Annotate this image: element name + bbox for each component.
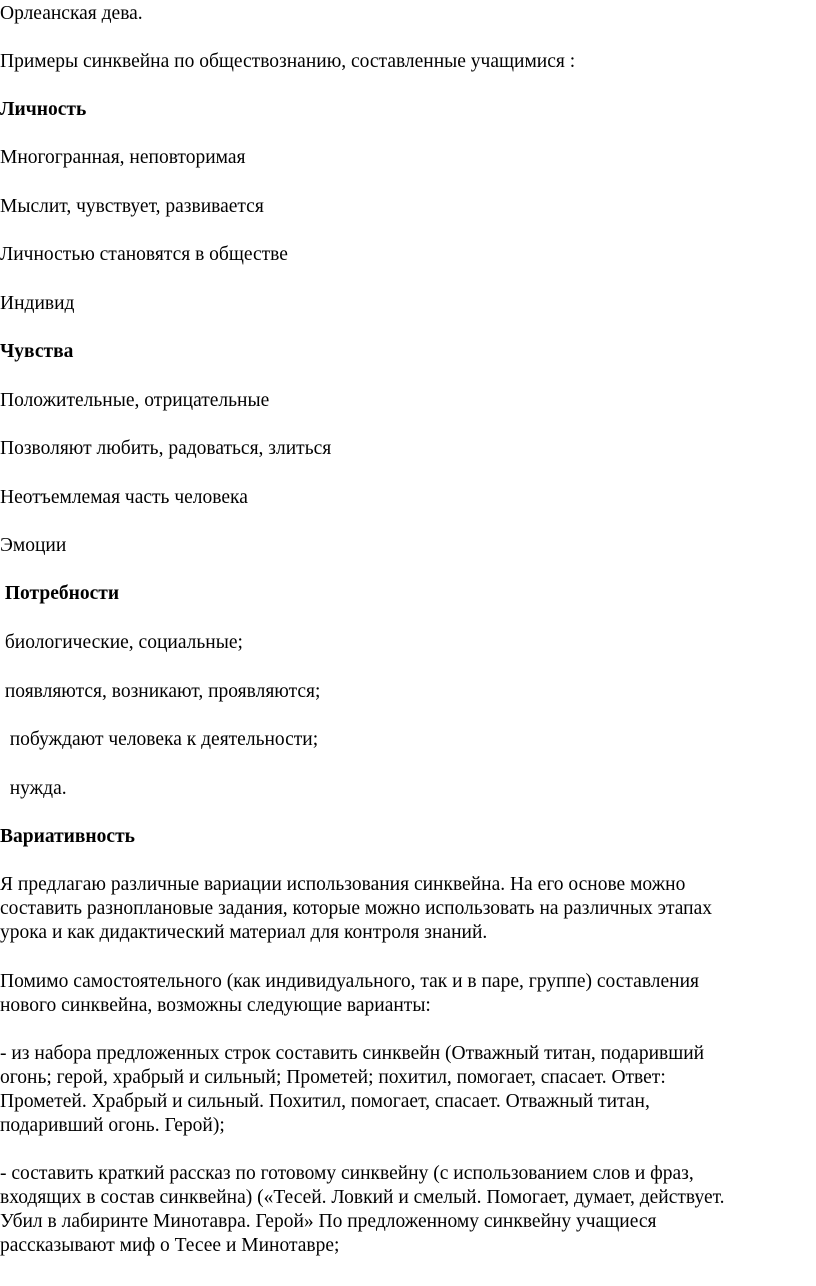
paragraph-line: Помимо самостоятельного (как индивидуального, так и в паре, группе) составления xyxy=(0,971,700,992)
section-title-variativnost: Вариативность xyxy=(0,826,135,847)
s3-line: появляются, возникают, проявляются; xyxy=(0,681,321,702)
s2-line: Положительные, отрицательные xyxy=(0,390,270,411)
paragraph-line: - составить краткий рассказ по готовому синквейну (с использованием слов и фраз, xyxy=(0,1163,694,1184)
paragraph-line: Я предлагаю различные вариации использования синквейна. На его основе можно xyxy=(0,874,686,895)
s3-line: биологические, социальные; xyxy=(0,632,243,653)
paragraph-option-2 xyxy=(0,1162,800,1258)
s2-line: Эмоции xyxy=(0,535,67,556)
paragraph-line: рассказывают миф о Тесее и Минотавре; xyxy=(0,1235,340,1256)
s2-line: Позволяют любить, радоваться, злиться xyxy=(0,438,332,459)
paragraph-line: огонь; герой, храбрый и сильный; Прометей; похитил, помогает, спасает. Ответ: xyxy=(0,1067,666,1088)
paragraph-line: нового синквейна, возможны следующие варианты: xyxy=(0,995,431,1016)
s1-line: Личностью становятся в обществе xyxy=(0,244,288,265)
paragraph-line: урока и как дидактический материал для контроля знаний. xyxy=(0,922,488,943)
paragraph-variations xyxy=(0,873,800,945)
s1-line: Многогранная, неповторимая xyxy=(0,147,246,168)
paragraph-line: составить разноплановые задания, которые можно использовать на различных этапах xyxy=(0,898,713,919)
paragraph-line: входящих в состав синквейна) («Тесей. Ловкий и смелый. Помогает, думает, действует. xyxy=(0,1187,725,1208)
paragraph-option-1 xyxy=(0,1042,800,1138)
s3-line: нужда. xyxy=(0,778,67,799)
section-title-lichnost: Личность xyxy=(0,99,87,120)
paragraph-line: - из набора предложенных строк составить синквейн (Отважный титан, подаривший xyxy=(0,1043,705,1064)
paragraph-line: подаривший огонь. Герой); xyxy=(0,1115,225,1136)
section-title-chuvstva: Чувства xyxy=(0,341,74,362)
section-title-potrebnosti: Потребности xyxy=(0,583,120,604)
s1-line: Мыслит, чувствует, развивается xyxy=(0,196,264,217)
top-line: Орлеанская дева. xyxy=(0,3,143,24)
paragraph-options xyxy=(0,970,800,1018)
paragraph-line: Прометей. Храбрый и сильный. Похитил, помогает, спасает. Отважный титан, xyxy=(0,1091,650,1112)
paragraph-line: Убил в лабиринте Минотавра. Герой» По предложенному синквейну учащиеся xyxy=(0,1211,657,1232)
s2-line: Неотъемлемая часть человека xyxy=(0,487,248,508)
intro-text: Примеры синквейна по обществознанию, составленные учащимися : xyxy=(0,51,576,72)
s3-line: побуждают человека к деятельности; xyxy=(0,729,319,750)
s1-line: Индивид xyxy=(0,293,75,314)
